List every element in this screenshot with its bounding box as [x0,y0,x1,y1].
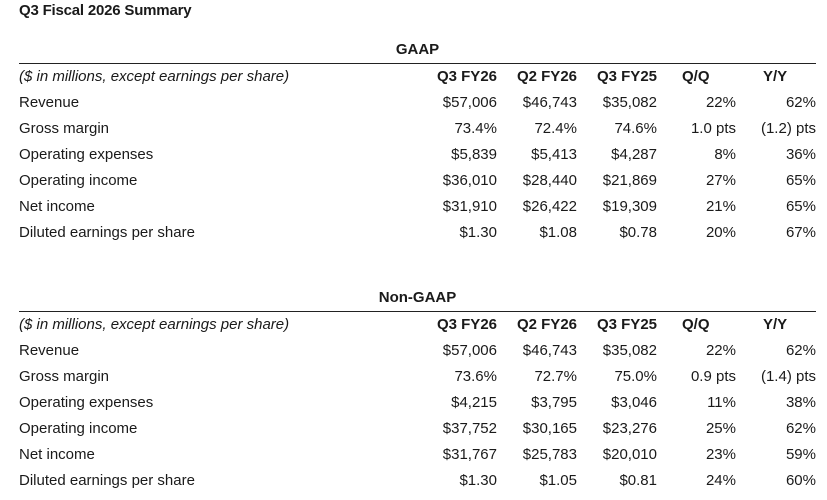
table-cell: 73.4% [454,120,497,137]
table-cell: $19,309 [602,198,657,215]
table-header [0,316,827,342]
row-label: Operating expenses [19,394,154,411]
table-cell: 74.6% [614,120,657,137]
column-header: Y/Y [763,68,788,85]
row-label: Gross margin [19,120,110,137]
table-cell: 72.7% [534,368,577,385]
table-cell: 75.0% [614,368,657,385]
table-cell: $1.30 [459,472,497,489]
table-cell: $35,082 [602,342,657,359]
table-cell: $20,010 [602,446,657,463]
table-header [0,68,827,94]
table-cell: 11% [707,394,736,411]
table-cell: $4,287 [611,146,657,163]
table-cell: 73.6% [454,368,497,385]
table-cell: $31,767 [442,446,497,463]
column-header: Q/Q [682,68,710,85]
row-label: Operating expenses [19,146,154,163]
table-cell: $3,795 [531,394,577,411]
row-label: Net income [19,198,95,215]
column-header: Q2 FY26 [516,68,577,85]
table-cell: 72.4% [534,120,577,137]
units-note: ($ in millions, except earnings per share) [19,316,290,333]
column-header: Q3 FY26 [436,68,497,85]
column-header: Q/Q [682,316,710,333]
table-cell: $36,010 [442,172,497,189]
table-cell: 1.0 pts [690,120,736,137]
row-label: Revenue [19,94,80,111]
table-cell: $4,215 [451,394,497,411]
table-cell: $3,046 [611,394,657,411]
table-cell: $31,910 [442,198,497,215]
table-cell: 22% [705,94,736,111]
table-cell: $28,440 [522,172,577,189]
table-cell: $26,422 [522,198,577,215]
table-cell: 22% [705,342,736,359]
table-cell: $30,165 [522,420,577,437]
divider [19,63,816,64]
table-cell: 62% [785,420,816,437]
units-note: ($ in millions, except earnings per share) [19,68,290,85]
table-cell: $1.08 [539,224,577,241]
table-cell: $57,006 [442,342,497,359]
row-label: Revenue [19,342,80,359]
table-cell: 65% [785,172,816,189]
column-header: Q3 FY26 [436,316,497,333]
table-cell: 38% [785,394,816,411]
column-header: Q3 FY25 [596,68,657,85]
table-cell: 8% [714,146,736,163]
table-row [0,420,827,446]
table-cell: 67% [785,224,816,241]
table-cell: $57,006 [442,94,497,111]
table-cell: (1.4) pts [760,368,816,385]
table-cell: $0.78 [619,224,657,241]
table-cell: 36% [785,146,816,163]
table-cell: $0.81 [619,472,657,489]
section-title: Non-GAAP [378,289,457,306]
row-label: Diluted earnings per share [19,472,195,489]
table-row [0,394,827,420]
table-cell: $46,743 [522,94,577,111]
column-header: Q2 FY26 [516,316,577,333]
table-cell: $1.30 [459,224,497,241]
table-row [0,120,827,146]
table-row [0,446,827,472]
section-title: GAAP [395,41,440,58]
row-label: Net income [19,446,95,463]
table-cell: $37,752 [442,420,497,437]
column-header: Y/Y [763,316,788,333]
table-cell: 25% [705,420,736,437]
table-cell: (1.2) pts [760,120,816,137]
table-row [0,368,827,394]
row-label: Diluted earnings per share [19,224,195,241]
table-cell: 23% [705,446,736,463]
table-cell: $23,276 [602,420,657,437]
table-row [0,198,827,224]
table-cell: 62% [785,94,816,111]
table-cell: 24% [705,472,736,489]
table-cell: 65% [785,198,816,215]
divider [19,311,816,312]
table-row [0,172,827,198]
page-title: Q3 Fiscal 2026 Summary [19,2,192,19]
column-header: Q3 FY25 [596,316,657,333]
table-cell: 62% [785,342,816,359]
table-row [0,342,827,368]
row-label: Operating income [19,172,138,189]
table-cell: $5,413 [531,146,577,163]
table-cell: 0.9 pts [690,368,736,385]
row-label: Operating income [19,420,138,437]
table-cell: 59% [785,446,816,463]
table-cell: $46,743 [522,342,577,359]
row-label: Gross margin [19,368,110,385]
table-row [0,146,827,172]
table-cell: 27% [705,172,736,189]
table-cell: 60% [785,472,816,489]
table-cell: $35,082 [602,94,657,111]
table-cell: $21,869 [602,172,657,189]
table-row [0,94,827,120]
table-cell: $1.05 [539,472,577,489]
table-cell: 21% [705,198,736,215]
table-row [0,224,827,250]
table-cell: 20% [705,224,736,241]
table-cell: $25,783 [522,446,577,463]
table-cell: $5,839 [451,146,497,163]
table-row [0,472,827,498]
